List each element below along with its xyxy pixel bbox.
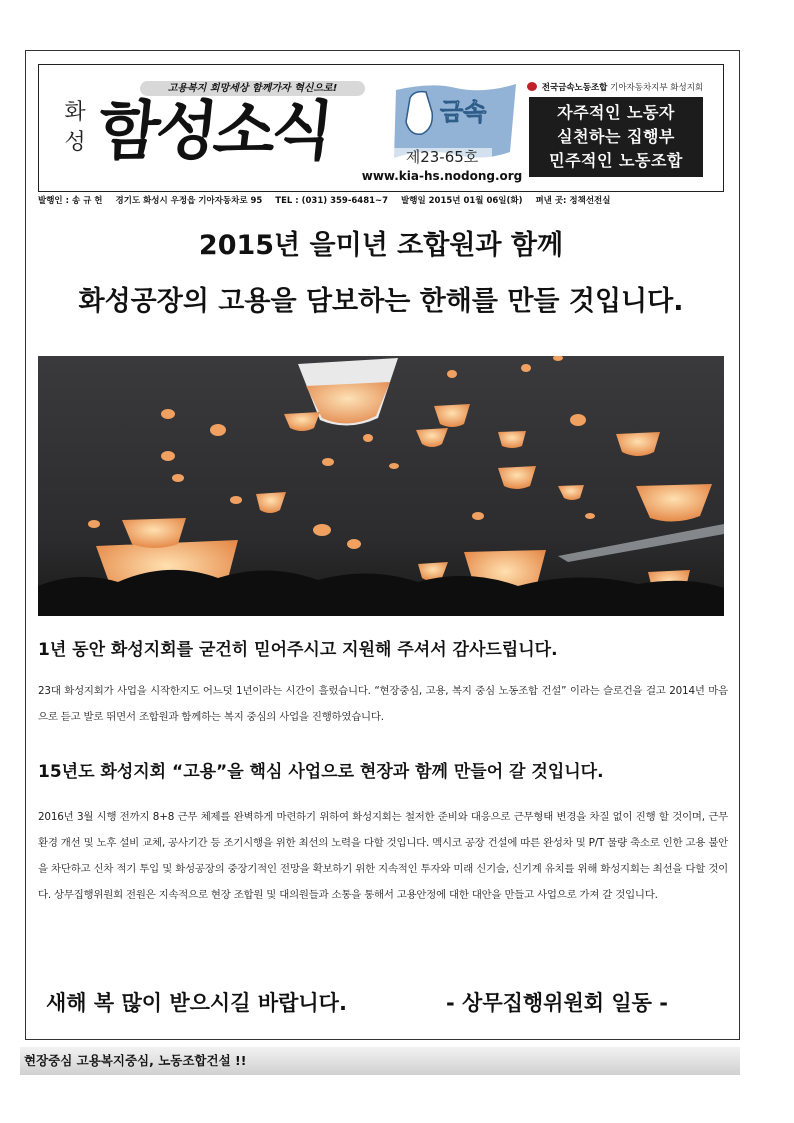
section-1-body: 23대 화성지회가 사업을 시작한지도 어느덧 1년이라는 시간이 흘렀습니다. “현장중심, 고용, 복지 중심 노동조합 건설” 이라는 슬로건을 걸고 2014년 마음으로 듣고 발로 뛰면서 조합원과 함께하는 복지 중심의 사업을 진행하였습니다. bbox=[38, 685, 728, 723]
small-lantern bbox=[521, 364, 531, 372]
small-lantern bbox=[389, 463, 399, 469]
union-logo-icon bbox=[527, 82, 537, 91]
small-lantern bbox=[347, 539, 361, 549]
section-1-title: 1년 동안 화성지회를 굳건히 믿어주시고 지원해 주셔서 감사드립니다. bbox=[38, 640, 558, 660]
union-name-sub: 기아자동차지부 화성지회 bbox=[610, 83, 704, 93]
motto-box bbox=[529, 97, 703, 177]
small-lantern bbox=[472, 512, 484, 520]
issue-number: 제23-65호 bbox=[392, 148, 492, 166]
address: 경기도 화성시 우정읍 기아자동차로 95 bbox=[115, 196, 263, 206]
small-lantern bbox=[570, 414, 586, 426]
small-lantern bbox=[161, 451, 175, 461]
small-lantern bbox=[447, 370, 457, 378]
logo-text: 금속 bbox=[440, 98, 487, 126]
small-lantern bbox=[585, 513, 595, 519]
region-char-2: 성 bbox=[64, 130, 86, 155]
headline-line-2: 화성공장의 고용을 담보하는 한해를 만들 것입니다. bbox=[78, 286, 684, 317]
small-lantern bbox=[363, 434, 373, 442]
motto-line: 실천하는 집행부 bbox=[557, 127, 675, 146]
region-char-1: 화 bbox=[64, 100, 86, 125]
new-year-greeting: 새해 복 많이 받으시길 바랍니다. bbox=[46, 991, 347, 1015]
headline-line-1: 2015년 을미년 조합원과 함께 bbox=[198, 230, 564, 261]
section-2-title: 15년도 화성지회 “고용”을 핵심 사업으로 현장과 함께 만들어 갈 것입니다. bbox=[38, 762, 604, 782]
small-lantern bbox=[313, 524, 331, 536]
masthead-region bbox=[62, 98, 88, 158]
union-name-main: 전국금속노동조합 bbox=[541, 83, 608, 93]
footer-slogan: 현장중심 고용복지중심, 노동조합건설 !! bbox=[24, 1053, 247, 1068]
small-lantern bbox=[172, 474, 184, 482]
signature: - 상무집행위원회 일동 - bbox=[446, 991, 668, 1015]
publication-info bbox=[38, 195, 724, 207]
section-2-body: 2016년 3월 시행 전까지 8+8 근무 체제를 완벽하게 마련하기 위하여 화성지회는 철저한 준비와 대응으로 근무형태 변경을 차질 없이 진행 할 것이며, 근무환경 개선 및 노후 설비 교체, 공사기간 등 조기시행을 위한 최선의 노력을 다할 것입니다. 멕시코 공장 건설에 따른 완성차 및 P/T 물량 축소로 인한 고용 불안을 차단하고 신차 적기 투입 및 화성공장의 중장기적인 전망을 확보하기 위한 지속적인 투자와 미래 신기술, 신기계 유치를 위해 화성지회는 최선을 다할 것이다. 상무집행위원회 전원은 지속적으로 현장 조합원 및 대의원들과 소통을 통해서 고용안정에 대한 대안을 만들고 사업으로 가져 갈 것입니다. bbox=[38, 811, 728, 901]
publisher: 발행인 : 송 규 헌 bbox=[38, 196, 103, 206]
telephone: TEL : (031) 359-6481~7 bbox=[275, 196, 389, 206]
union-name bbox=[527, 82, 717, 94]
motto-line: 민주적인 노동조합 bbox=[549, 151, 683, 170]
footer-banner bbox=[20, 1047, 740, 1075]
sky-lanterns-photo bbox=[38, 356, 724, 616]
website-url[interactable]: www.kia-hs.nodong.org bbox=[361, 169, 523, 183]
small-lantern bbox=[161, 409, 175, 419]
small-lantern bbox=[210, 424, 226, 436]
editor: 펴낸 곳: 정책선전실 bbox=[535, 196, 611, 206]
small-lantern bbox=[230, 496, 242, 504]
newsletter-title: 함성소식 bbox=[94, 94, 334, 169]
small-lantern bbox=[88, 520, 100, 528]
small-lantern bbox=[322, 458, 334, 466]
fist-icon bbox=[406, 92, 432, 135]
motto-line: 자주적인 노동자 bbox=[557, 103, 675, 122]
publish-date: 발행일 2015년 01월 06일(화) bbox=[401, 196, 523, 206]
lantern bbox=[498, 431, 526, 448]
masthead-slogan: 고용복지 희망세상 함께가자 혁신으로! bbox=[140, 81, 365, 96]
